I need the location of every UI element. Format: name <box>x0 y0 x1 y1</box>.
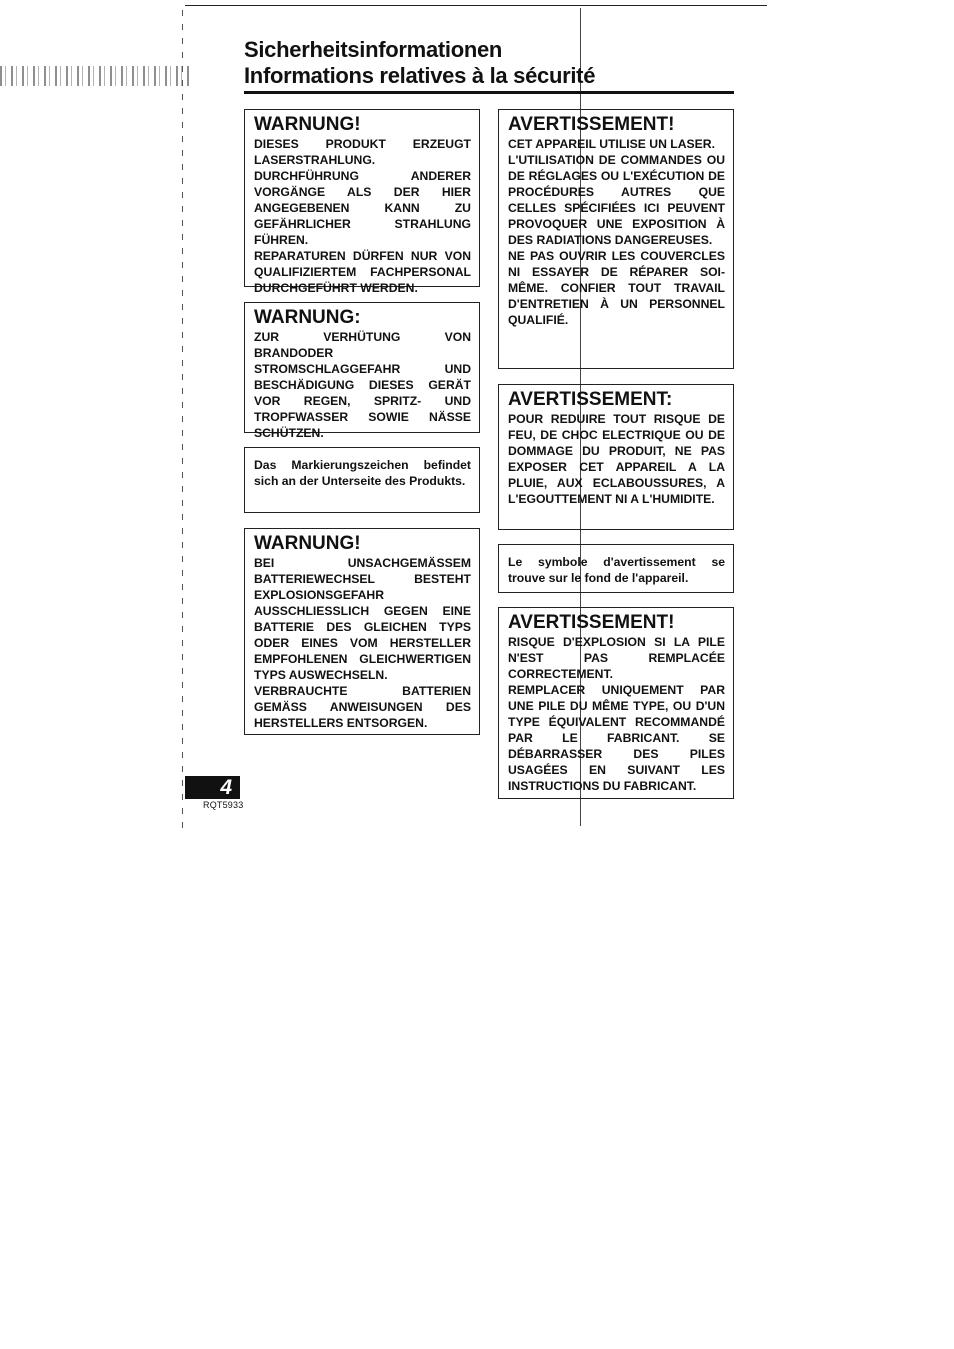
warning-heading: WARNUNG! <box>254 533 361 554</box>
note-text: Le symbole d'avertissement se trouve sur le fond de l'appareil. <box>508 555 725 585</box>
warning-heading: AVERTISSEMENT: <box>508 389 673 410</box>
warning-text: DURCHFÜHRUNG ANDERER VORGÄNGE ALS DER HIER ANGEGEBENEN KANN ZU GEFÄHRLICHER STRAHLUNG FÜHREN. <box>254 169 471 247</box>
warning-heading: WARNUNG! <box>254 114 361 135</box>
warning-box-fire-de <box>244 302 480 440</box>
warning-text: RISQUE D'EXPLOSION SI LA PILE N'EST PAS REMPLACÉE CORRECTEMENT. <box>508 635 725 681</box>
warning-text: VERBRAUCHTE BATTERIEN GEMÄSS ANWEISUNGEN DES HERSTELLERS ENTSORGEN. <box>254 684 471 730</box>
warning-heading: AVERTISSEMENT! <box>508 114 675 135</box>
warning-heading: AVERTISSEMENT! <box>508 612 675 633</box>
page-number: 4 <box>185 776 240 799</box>
warning-box-fire-fr <box>498 384 734 530</box>
warning-text: DIESES PRODUKT ERZEUGT LASERSTRAHLUNG. <box>254 137 471 167</box>
title-rule <box>244 91 734 94</box>
warning-text: BEI UNSACHGEMÄSSEM BATTERIEWECHSEL BESTEHT EXPLOSIONSGEFAHR AUSSCHLIESSLICH GEGEN EINE BATTERIE DES GLEICHEN TYPS ODER EINES VOM HERSTELLER EMPFOHLENEN GLEICHWERTIGEN TYPS AUSWECHSELN. <box>254 556 471 682</box>
warning-box-laser-fr <box>498 109 734 369</box>
warning-text: REMPLACER UNIQUEMENT PAR UNE PILE DU MÊME TYPE, OU D'UN TYPE ÉQUIVALENT RECOMMANDÉ PAR LE FABRICANT. SE DÉBARRASSER DES PILES USAGÉES EN SUIVANT LES INSTRUCTIONS DU FABRICANT. <box>508 683 725 793</box>
scan-artifact <box>0 66 190 86</box>
document-code: RQT5933 <box>203 800 244 810</box>
page-title-french: Informations relatives à la sécurité <box>244 63 596 88</box>
marking-note-de <box>244 447 480 513</box>
warning-text: REPARATUREN DÜRFEN NUR VON QUALIFIZIERTEM FACHPERSONAL DURCHGEFÜHRT WERDEN. <box>254 249 471 295</box>
warning-text: CET APPAREIL UTILISE UN LASER. <box>508 137 715 151</box>
top-rule <box>185 5 767 6</box>
warning-text: ZUR VERHÜTUNG VON BRANDODER STROMSCHLAGGEFAHR UND BESCHÄDIGUNG DIESES GERÄT VOR REGEN, SPRITZ- UND TROPFWASSER SOWIE NÄSSE SCHÜTZEN. <box>254 330 471 440</box>
warning-text: POUR REDUIRE TOUT RISQUE DE FEU, DE CHOC ELECTRIQUE OU DE DOMMAGE DU PRODUIT, NE PAS EXPOSER CET APPAREIL A LA PLUIE, AUX ECLABOUSSURES, A L'EGOUTTEMENT NI A L'HUMIDITE. <box>508 412 725 506</box>
left-page-edge <box>182 10 183 830</box>
warning-box-laser-de <box>244 109 480 295</box>
warning-heading: WARNUNG: <box>254 307 361 328</box>
warning-box-battery-de <box>244 528 480 735</box>
warning-text: L'UTILISATION DE COMMANDES OU DE RÉGLAGES OU L'EXÉCUTION DE PROCÉDURES AUTRES QUE CELLES SPÉCIFIÉES ICI PEUVENT PROVOQUER UNE EXPOSITION À DES RADIATIONS DANGEREUSES. <box>508 153 725 247</box>
page-title-german: Sicherheitsinformationen <box>244 37 503 62</box>
note-text: Das Markierungszeichen befindet sich an der Unterseite des Produkts. <box>254 458 471 488</box>
marking-note-fr <box>498 544 734 593</box>
warning-text: NE PAS OUVRIR LES COUVERCLES NI ESSAYER DE RÉPARER SOI-MÊME. CONFIER TOUT TRAVAIL D'ENTRETIEN À UN PERSONNEL QUALIFIÉ. <box>508 249 725 327</box>
warning-box-battery-fr <box>498 607 734 799</box>
